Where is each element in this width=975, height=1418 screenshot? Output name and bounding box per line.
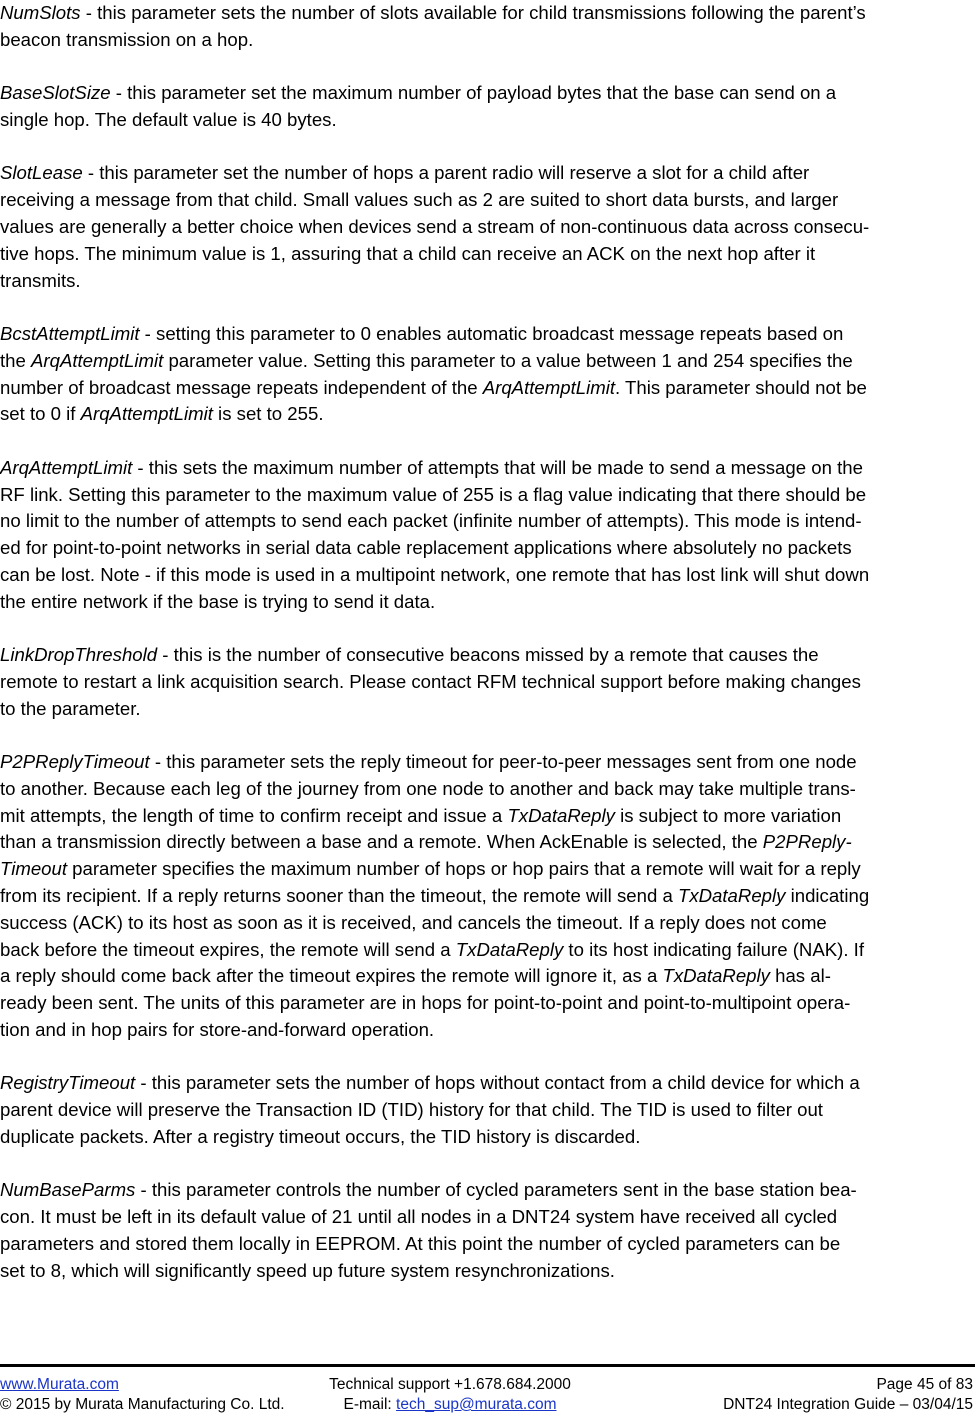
parameter-name: P2PReplyTimeout (0, 751, 150, 773)
paragraph-line (0, 749, 975, 776)
parameter-paragraph-linkdropthreshold (0, 642, 975, 722)
paragraph-line (0, 321, 975, 348)
text-run: - setting this parameter to 0 enables automatic broadcast message repeats based on (139, 322, 844, 344)
text-run: parent device will preserve the Transaction ID (TID) history for that child. The TID is used to filter out (0, 1099, 823, 1121)
text-run: ed for point-to-point networks in serial data cable replacement applications where absolutely no packets (0, 537, 852, 559)
parameter-name: BaseSlotSize (0, 82, 111, 104)
paragraph-line (0, 883, 975, 910)
copyright-text: © 2015 by Murata Manufacturing Co. Ltd. (0, 1396, 285, 1413)
parameter-name: BcstAttemptLimit (0, 322, 140, 344)
text-run: the (0, 349, 32, 371)
text-run: - this parameter sets the reply timeout for peer-to-peer messages sent from one node (149, 751, 857, 773)
paragraph-line (0, 856, 975, 883)
paragraph-line (0, 937, 975, 964)
parameter-name: SlotLease (0, 162, 83, 184)
paragraph-line (0, 375, 975, 402)
parameter-paragraph-registrytimeout (0, 1070, 975, 1150)
parameter-paragraph-numslots (0, 0, 975, 54)
text-run: tion and in hop pairs for store-and-forward operation. (0, 1019, 435, 1041)
text-run: beacon transmission on a hop. (0, 28, 254, 50)
text-run: number of broadcast message repeats independent of the (0, 376, 483, 398)
parameter-name: ArqAttemptLimit (80, 403, 213, 425)
text-run: parameter value. Setting this parameter to a value between 1 and 254 specifies the (163, 349, 853, 371)
website-link[interactable]: www.Murata.com (0, 1376, 119, 1393)
paragraph-line (0, 589, 975, 616)
paragraph-line (0, 910, 975, 937)
paragraph-line (0, 1258, 975, 1285)
text-run: is subject to more variation (614, 804, 842, 826)
paragraph-line (0, 829, 975, 856)
text-run: is set to 255. (212, 403, 324, 425)
paragraph-line (0, 1177, 975, 1204)
text-run: indicating (785, 885, 870, 907)
paragraph-line (0, 776, 975, 803)
paragraph-line (0, 401, 975, 428)
paragraph-line (0, 482, 975, 509)
paragraph-line (0, 107, 975, 134)
paragraph-line (0, 27, 975, 54)
paragraph-line (0, 187, 975, 214)
paragraph-line (0, 1204, 975, 1231)
paragraph-line (0, 535, 975, 562)
parameter-name: ArqAttemptLimit (482, 376, 615, 398)
text-run: mit attempts, the length of time to confirm receipt and issue a (0, 804, 508, 826)
paragraph-line (0, 508, 975, 535)
parameter-paragraph-slotlease (0, 160, 975, 294)
text-run: - this is the number of consecutive beacons missed by a remote that causes the (157, 644, 819, 666)
text-run: to its host indicating failure (NAK). If (563, 938, 864, 960)
text-run: values are generally a better choice when devices send a stream of non-continuous data across consecu- (0, 215, 870, 237)
text-run: success (ACK) to its host as soon as it is received, and cancels the timeout. If a reply does not come (0, 911, 827, 933)
text-run: set to 8, which will significantly speed up future system resynchronizations. (0, 1259, 615, 1281)
page-footer (0, 1375, 975, 1415)
text-run: the entire network if the base is trying to send it data. (0, 590, 436, 612)
text-run: RF link. Setting this parameter to the maximum value of 255 is a flag value indicating that there should be (0, 483, 867, 505)
email-link[interactable]: tech_sup@murata.com (396, 1396, 557, 1413)
text-run: single hop. The default value is 40 bytes. (0, 108, 337, 130)
text-run: no limit to the number of attempts to send each packet (infinite number of attempts). This mode is intend- (0, 510, 862, 532)
support-phone: Technical support +1.678.684.2000 (329, 1376, 571, 1393)
parameter-name: TxDataReply (662, 965, 770, 987)
paragraph-line (0, 160, 975, 187)
parameter-name: NumSlots (0, 2, 81, 23)
text-run: - this sets the maximum number of attempts that will be made to send a message on the (132, 456, 863, 478)
parameter-name: P2PReply- (762, 831, 852, 853)
paragraph-line (0, 1097, 975, 1124)
guide-title: DNT24 Integration Guide – 03/04/15 (723, 1396, 973, 1413)
text-run: to the parameter. (0, 697, 141, 719)
paragraph-line (0, 696, 975, 723)
parameter-name: TxDataReply (677, 885, 786, 907)
paragraph-line (0, 642, 975, 669)
footer-right (723, 1375, 973, 1415)
text-run: remote to restart a link acquisition search. Please contact RFM technical support before making changes (0, 670, 861, 692)
text-run: set to 0 if (0, 403, 81, 425)
text-run: ready been sent. The units of this parameter are in hops for point-to-point and point-to-multipoint opera- (0, 992, 851, 1014)
text-run: - this parameter sets the number of hops without contact from a child device for which a (135, 1072, 860, 1094)
paragraph-line (0, 455, 975, 482)
parameter-name: LinkDropThreshold (0, 644, 158, 666)
parameter-name: Timeout (0, 858, 68, 880)
paragraph-line (0, 80, 975, 107)
text-run: parameters and stored them locally in EEPROM. At this point the number of cycled parameters can be (0, 1233, 841, 1255)
text-run: - this parameter set the maximum number of payload bytes that the base can send on a (110, 82, 837, 104)
text-run: parameter specifies the maximum number of hops or hop pairs that a remote will wait for a reply (67, 858, 861, 880)
email-label: E-mail: (343, 1396, 397, 1413)
footer-center (275, 1375, 625, 1415)
parameter-paragraph-arqattemptlimit (0, 455, 975, 616)
parameter-name: ArqAttemptLimit (0, 456, 133, 478)
text-run: . This parameter should not be (615, 376, 867, 398)
paragraph-line (0, 963, 975, 990)
text-run: to another. Because each leg of the journey from one node to another and back may take multiple trans- (0, 777, 856, 799)
text-run: tive hops. The minimum value is 1, assuring that a child can receive an ACK on the next hop after it (0, 242, 816, 264)
parameter-name: RegistryTimeout (0, 1072, 136, 1094)
paragraph-line (0, 1070, 975, 1097)
parameter-name: ArqAttemptLimit (31, 349, 164, 371)
paragraph-line (0, 1124, 975, 1151)
text-run: duplicate packets. After a registry timeout occurs, the TID history is discarded. (0, 1126, 641, 1148)
text-run: receiving a message from that child. Small values such as 2 are suited to short data bursts, and larger (0, 189, 839, 211)
paragraph-line (0, 241, 975, 268)
text-run: back before the timeout expires, the remote will send a (0, 938, 456, 960)
parameter-name: TxDataReply (507, 804, 615, 826)
paragraph-line (0, 669, 975, 696)
text-run: can be lost. Note - if this mode is used in a multipoint network, one remote that has lost link will shut down (0, 563, 870, 585)
text-run: - this parameter sets the number of slots available for child transmissions following the parent’s (80, 2, 866, 23)
text-run: than a transmission directly between a base and a remote. When AckEnable is selected, the (0, 831, 763, 853)
text-run: - this parameter set the number of hops a parent radio will reserve a slot for a child after (82, 162, 810, 184)
paragraph-line (0, 0, 975, 27)
parameter-name: NumBaseParms (0, 1179, 136, 1201)
text-run: a reply should come back after the timeout expires the remote will ignore it, as a (0, 965, 663, 987)
text-run: - this parameter controls the number of cycled parameters sent in the base station bea- (135, 1179, 857, 1201)
text-run: transmits. (0, 269, 81, 291)
footer-divider (0, 1364, 975, 1367)
page-number: Page 45 of 83 (876, 1376, 973, 1393)
paragraph-line (0, 990, 975, 1017)
text-run: has al- (769, 965, 831, 987)
text-run: from its recipient. If a reply returns sooner than the timeout, the remote will send a (0, 885, 678, 907)
text-run: con. It must be left in its default value of 21 until all nodes in a DNT24 system have received all cycled (0, 1206, 838, 1228)
paragraph-line (0, 268, 975, 295)
paragraph-line (0, 348, 975, 375)
paragraph-line (0, 803, 975, 830)
paragraph-line (0, 562, 975, 589)
paragraph-line (0, 214, 975, 241)
parameter-paragraph-bcstattemptlimit (0, 321, 975, 428)
parameter-paragraph-p2preplytimeout (0, 749, 975, 1044)
paragraph-line (0, 1017, 975, 1044)
parameter-paragraph-numbaseparms (0, 1177, 975, 1284)
footer-left (0, 1375, 285, 1415)
paragraph-line (0, 1231, 975, 1258)
parameter-name: TxDataReply (455, 938, 564, 960)
parameter-paragraph-baseslotsize (0, 80, 975, 134)
